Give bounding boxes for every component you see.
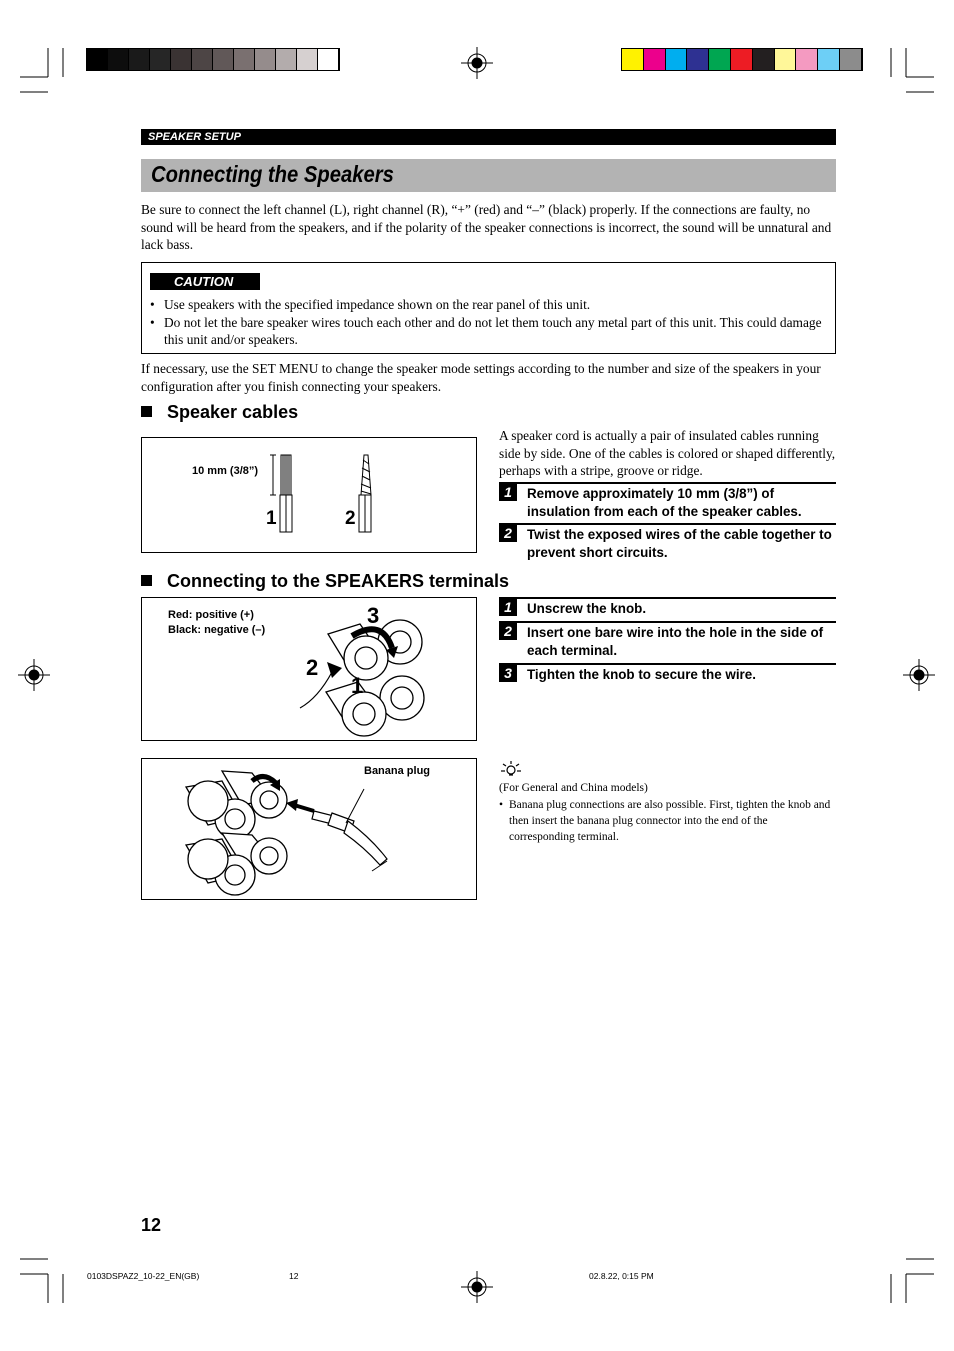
banana-plug-label: Banana plug — [364, 765, 431, 777]
speaker-cables-heading: Speaker cables — [141, 402, 298, 423]
terminal-step-2 — [499, 621, 836, 661]
page-title-bar — [141, 159, 836, 192]
step-text: Unscrew the knob. — [527, 601, 647, 616]
figure-step-number: 3 — [367, 603, 380, 628]
speaker-cable-figure — [141, 437, 477, 553]
square-bullet-icon — [141, 406, 152, 417]
footer-page: 12 — [289, 1271, 299, 1281]
figure-step-number: 2 — [306, 655, 319, 680]
section-label: SPEAKER SETUP — [141, 129, 836, 145]
page-title: Connecting the Speakers — [151, 161, 394, 187]
step-number: 2 — [499, 525, 517, 542]
speaker-cord-description: A speaker cord is actually a pair of insulated cables running side by side. One of the cables is colored or shaped differently, perhaps with a stripe, groove or ridge. — [499, 428, 836, 478]
caution-label: CAUTION — [150, 273, 260, 290]
speaker-terminal-figure — [141, 597, 477, 741]
registration-target-right — [903, 659, 935, 691]
banana-plug-note: • Banana plug connections are also possible. First, tighten the knob and then insert the banana plug connector into the end of the corresponding terminal. — [499, 799, 831, 843]
bullet-icon: • — [499, 799, 504, 811]
footer-file-name: 0103DSPAZ2_10-22_EN(GB) — [87, 1271, 200, 1281]
step-text: Twist the exposed wires of the cable together to prevent short circuits. — [527, 527, 832, 560]
lightbulb-tip-icon — [500, 760, 522, 778]
figure-step-number: 1 — [351, 673, 364, 698]
step-number: 2 — [499, 623, 517, 640]
registration-target-top — [461, 47, 493, 79]
caution-item: • Use speakers with the specified impedance shown on the rear panel of this unit. — [150, 296, 830, 314]
red-positive-label: Red: positive (+) — [168, 609, 254, 621]
step-text: Tighten the knob to secure the wire. — [527, 667, 756, 682]
square-bullet-icon — [141, 575, 152, 586]
caution-item: • Do not let the bare speaker wires touch each other and do not let them touch any metal part of this unit. This could damage this unit and/or speakers. — [150, 314, 830, 349]
stripped-cable-illustration — [142, 438, 478, 554]
registration-target-bottom — [461, 1271, 493, 1303]
step-number: 1 — [499, 484, 517, 501]
step-text: Insert one bare wire into the hole in the side of each terminal. — [527, 625, 824, 658]
page-number: 12 — [141, 1215, 162, 1235]
banana-plug-figure — [141, 758, 477, 900]
figure-step-number: 1 — [266, 508, 277, 529]
measure-label: 10 mm (3/8”) — [192, 465, 259, 477]
terminal-step-3 — [499, 663, 836, 686]
footer-date: 02.8.22, 0:15 PM — [589, 1271, 654, 1281]
step-text: Remove approximately 10 mm (3/8”) of insulation from each of the speaker cables. — [527, 486, 802, 519]
black-negative-label: Black: negative (–) — [168, 624, 266, 636]
banana-plug-illustration — [142, 759, 478, 901]
models-note: (For General and China models) — [499, 782, 648, 794]
set-menu-note: If necessary, use the SET MENU to change the speaker mode settings according to the number and size of the speakers in your configuration after you finish connecting your speakers. — [141, 361, 821, 394]
caution-box — [141, 262, 836, 354]
caution-list — [150, 296, 830, 349]
step-number: 3 — [499, 665, 517, 682]
cable-step-2 — [499, 523, 836, 563]
step-number: 1 — [499, 599, 517, 616]
registration-target-left — [18, 659, 50, 691]
figure-step-number: 2 — [345, 508, 356, 529]
cable-step-1 — [499, 482, 836, 522]
intro-paragraph: Be sure to connect the left channel (L), right channel (R), “+” (red) and “–” (black) properly. If the connections are faulty, no sound will be heard from the speakers, and if the polarity of the speaker connections is incorrect, the sound will be unnatural and lack bass. — [141, 202, 832, 252]
terminal-step-1 — [499, 597, 836, 620]
speakers-terminals-heading: Connecting to the SPEAKERS terminals — [141, 571, 509, 592]
